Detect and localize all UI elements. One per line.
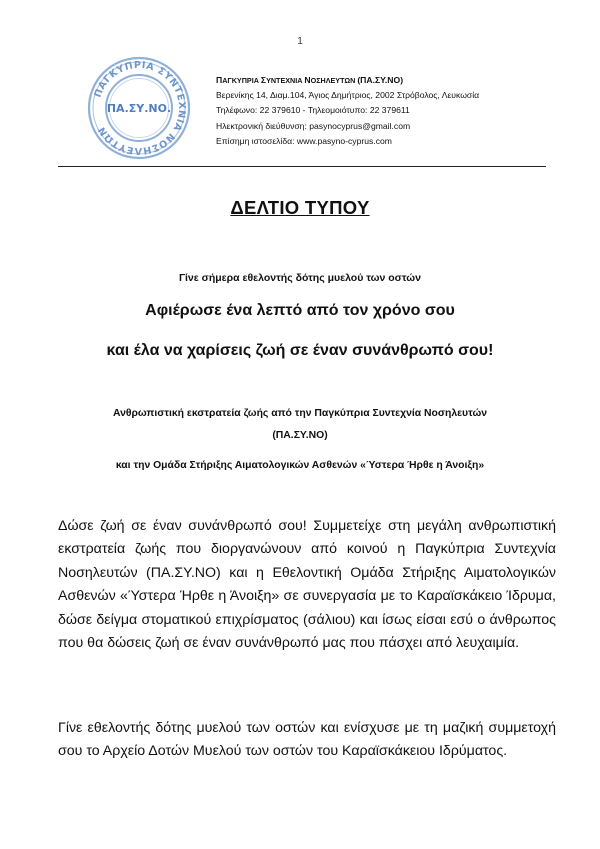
organization-email: Ηλεκτρονική διεύθυνση: pasynocyprus@gmail.com [216,120,411,131]
organization-seal-logo [78,56,200,160]
subheading-line-3: και την Ομάδα Στήριξης Αιματολογικών Ασθενών «Ύστερα Ήρθε η Άνοιξη» [115,460,485,471]
header-divider [58,166,546,167]
tagline: Γίνε σήμερα εθελοντής δότης μυελού των οστών [179,272,421,284]
svg-text:ΠΑ.ΣΥ.ΝΟ.: ΠΑ.ΣΥ.ΝΟ. [106,102,172,115]
letterhead [78,56,528,160]
document-title: ΔΕΛΤΙΟ ΤΥΠΟΥ [230,197,370,218]
page-number: 1 [297,36,303,47]
subheading-line-1: Ανθρωπιστική εκστρατεία ζωής από την Παγκύπρια Συντεχνία Νοσηλευτών [112,408,488,419]
headline-line-1: Αφιέρωσε ένα λεπτό από τον χρόνο σου [145,302,455,319]
body-paragraph-2: Γίνε εθελοντής δότης μυελού των οστών και ενίσχυσε με τη μαζική συμμετοχή σου το Αρχείο Δοτών Μυελού των οστών του Καραϊσκάκειου Ιδρύματος. [58,720,556,760]
subheading-line-2: (ΠΑ.ΣΥ.ΝΟ) [272,430,328,441]
svg-text:ΠΑΓΚΥΠΡΙΑ ΣΥΝΤΕΧΝΙΑ ΝΟΣΗΛΕΥΤΩΝ: ΠΑΓΚΥΠΡΙΑ ΣΥΝΤΕΧΝΙΑ ΝΟΣΗΛΕΥΤΩΝ [92,59,188,157]
body-paragraph-1: Δώσε ζωή σε έναν συνάνθρωπό σου! Συμμετείχε στη μεγάλη ανθρωπιστική εκστρατεία ζωής που διοργανώνουν από κοινού η Παγκύπρια Συντεχνία Νοσηλευτών (ΠΑ.ΣΥ.ΝΟ) και η Εθελοντική Ομάδα Στήριξης Αιματολογικών Ασθενών «Ύστερα Ήρθε η Άνοιξη» σε συνεργασία με το Καραϊσκάκειο Ίδρυμα, δώσε δείγμα στοματικού επιχρίσματος (σάλιου) και ίσως είσαι εσύ ο άνθρωπος που θα δώσεις ζωή σε έναν συνάνθρωπό μας που πάσχει από λευχαιμία. [58,518,556,652]
organization-phone-fax: Τηλέφωνο: 22 379610 - Τηλεομοιότυπο: 22 379611 [216,105,410,116]
organization-details [216,73,479,149]
organization-website: Επίσημη ιστοσελίδα: www.pasyno-cyprus.com [216,135,392,146]
organization-address: Βερενίκης 14, Διαμ.104, Άγιος Δημήτριος, 2002 Στρόβολος, Λευκωσία [216,90,480,101]
organization-name: ΠΑΓΚΥΠΡΙΑ ΣΥΝΤΕΧΝΙΑ ΝΟΣΗΛΕΥΤΩΝ (ΠΑ.ΣΥ.ΝΟ) [216,75,404,85]
headline-line-2: και έλα να χαρίσεις ζωή σε έναν συνάνθρωπό σου! [106,342,494,359]
